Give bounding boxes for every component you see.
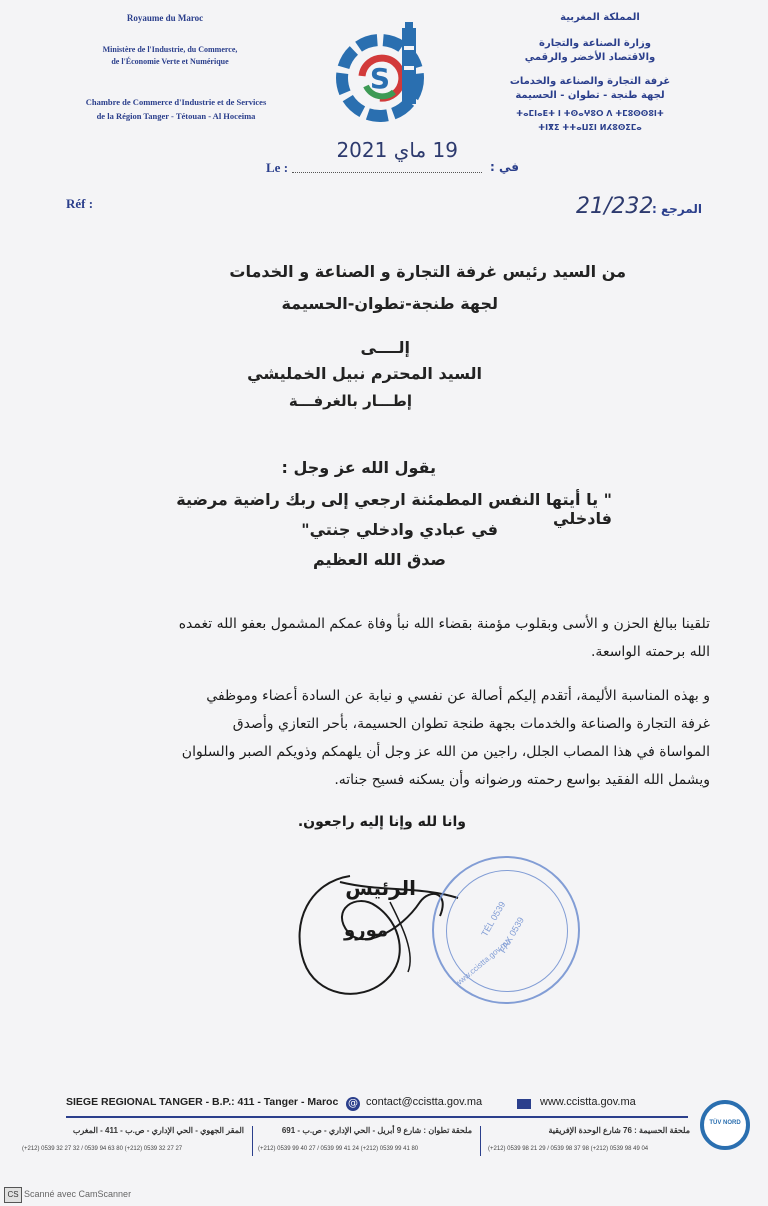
footer-col1-phones: (+212) 0539 32 27 32 / 0539 94 63 80 (+212) 0539 32 27 27 (22, 1146, 183, 1152)
footer-col2-title: ملحقة تطوان : شارع 9 أبريل - الحي الإداري - ص.ب - 691 (281, 1126, 472, 1135)
camscanner-logo-icon: CS (4, 1187, 22, 1203)
footer-divider-2 (480, 1126, 481, 1156)
stamp-text-2: FAX 0539 (497, 915, 526, 955)
footer-col1-title: المقر الجهوي - الحي الإداري - ص.ب - 411 - المغرب (72, 1126, 244, 1135)
recipient-name: السيد المحترم نبيل الخمليشي (247, 364, 482, 383)
at-icon: @ (348, 1098, 358, 1109)
closing-line: وانا لله وإنا إليه راجعون. (297, 814, 466, 830)
footer-col3-phones: (+212) 0539 98 21 29 / 0539 98 37 98 (+212) 0539 98 49 04 (488, 1146, 649, 1152)
fi-label: في : (490, 160, 519, 174)
ar-chamber-line1: غرفة التجارة والصناعة والخدمات (509, 76, 671, 87)
verse-line1: " يا أيتها النفس المطمئنة ارجعي إلى ربك راضية مرضية فادخلي (176, 490, 612, 528)
scanner-text: Scanné avec CamScanner (24, 1189, 132, 1199)
le-dotted-line (292, 172, 482, 173)
fr-ministry-line2: de l'Économie Verte et Numérique (111, 57, 229, 66)
footer-col3-title: ملحقة الحسيمة : 76 شارع الوحدة الإفريقية (548, 1126, 690, 1135)
ar-chamber-line2: لجهة طنجة - تطوان - الحسيمة (515, 90, 665, 101)
paragraph-2-line1: و بهذه المناسبة الأليمة، أتقدم إليكم أصالة عن نفسي و نيابة عن السادة أعضاء وموظفي (206, 688, 710, 704)
paragraph-2-line3: المواساة في هذا المصاب الجلل، راجين من الله عز وجل أن يلهمكم وذويكم الصبر والسلوان (181, 744, 710, 760)
sender-line1: من السيد رئيس غرفة التجارة و الصناعة و الخدمات (229, 262, 626, 281)
fr-kingdom: Royaume du Maroc (126, 13, 204, 23)
stamp-text-3: www.ccistta.gov.ma (453, 936, 513, 989)
footer-siege: SIEGE REGIONAL TANGER - B.P.: 411 - Tanger - Maroc (66, 1096, 339, 1108)
amazigh-line1: ⵜⴰⵎⵏⴰⴹⵜ ⵏ ⵜⵙⴰⵖⵓⵔ ⴷ ⵜⵎⵓⵙⵙⵓⵏⵜ (516, 109, 664, 118)
paragraph-2-line2: غرفة التجارة والصناعة والخدمات بجهة طنجة تطوان الحسيمة، بأحر التعازي وأصدق (232, 716, 710, 732)
fr-ministry-line1: Ministère de l'Industrie, du Commerce, (102, 45, 238, 54)
mail-icon (517, 1099, 531, 1109)
verse-closing: صدق الله العظيم (312, 550, 446, 569)
paragraph-2-line4: ويشمل الله الفقيد بواسع رحمته ورضوانه وأن يسكنه فسيح جناته. (334, 772, 710, 788)
svg-text:S: S (369, 62, 391, 95)
official-stamp (432, 856, 580, 1004)
stamp-text-1: TÉL 0539 (479, 899, 508, 939)
signature-title: الرئيس (345, 876, 416, 900)
recipient-ila: إلــــى (360, 338, 410, 357)
tuv-badge (700, 1100, 750, 1150)
verse-line2: في عبادي وادخلي جنتي" (301, 520, 498, 539)
chamber-logo (336, 16, 436, 128)
ref-label: Réf : (66, 196, 94, 211)
sender-line2: لجهة طنجة-تطوان-الحسيمة (281, 294, 498, 313)
footer-rule (66, 1116, 688, 1118)
footer-email[interactable]: contact@ccistta.gov.ma (366, 1096, 483, 1108)
fr-chamber-line1: Chambre de Commerce d'Industrie et de Services (85, 97, 267, 107)
date-value: 19 ماي 2021 (336, 138, 458, 162)
marjaa-label: المرجع : (652, 202, 702, 216)
tuv-badge-text: TÜV NORD (709, 1120, 741, 1126)
footer-website[interactable]: www.ccistta.gov.ma (540, 1096, 636, 1108)
verse-intro: يقول الله عز وجل : (281, 458, 436, 477)
ar-ministry-line1: وزارة الصناعة والتجارة (539, 38, 651, 49)
fr-chamber-line2: de la Région Tanger - Tétouan - Al Hoceima (96, 111, 256, 121)
footer-divider-1 (252, 1126, 253, 1156)
amazigh-line2: ⵜⵏⴳⵉ ⵜⵜⴰⵡⵉⵏ ⵍⵃⵓⵙⵉⵎⴰ (538, 123, 642, 132)
paragraph-1-line1: تلقينا ببالغ الحزن و الأسى وبقلوب مؤمنة بقضاء الله نبأ وفاة عمكم المشمول بعفو الله تغمده (178, 616, 710, 632)
footer-col2-phones: (+212) 0539 99 40 27 / 0539 99 41 24 (+212) 0539 99 41 80 (258, 1146, 419, 1152)
ar-kingdom: المملكة المغربية (560, 12, 640, 23)
ref-value: 21/232 (576, 194, 654, 219)
le-label: Le : (266, 160, 289, 175)
recipient-role: إطـــار بالغرفـــة (288, 392, 412, 410)
paragraph-1-line2: الله برحمته الواسعة. (590, 644, 710, 660)
signature-name: مورو (344, 920, 388, 941)
scanner-bar (0, 1184, 768, 1206)
ar-ministry-line2: والاقتصاد الأخضر والرقمي (524, 52, 656, 63)
